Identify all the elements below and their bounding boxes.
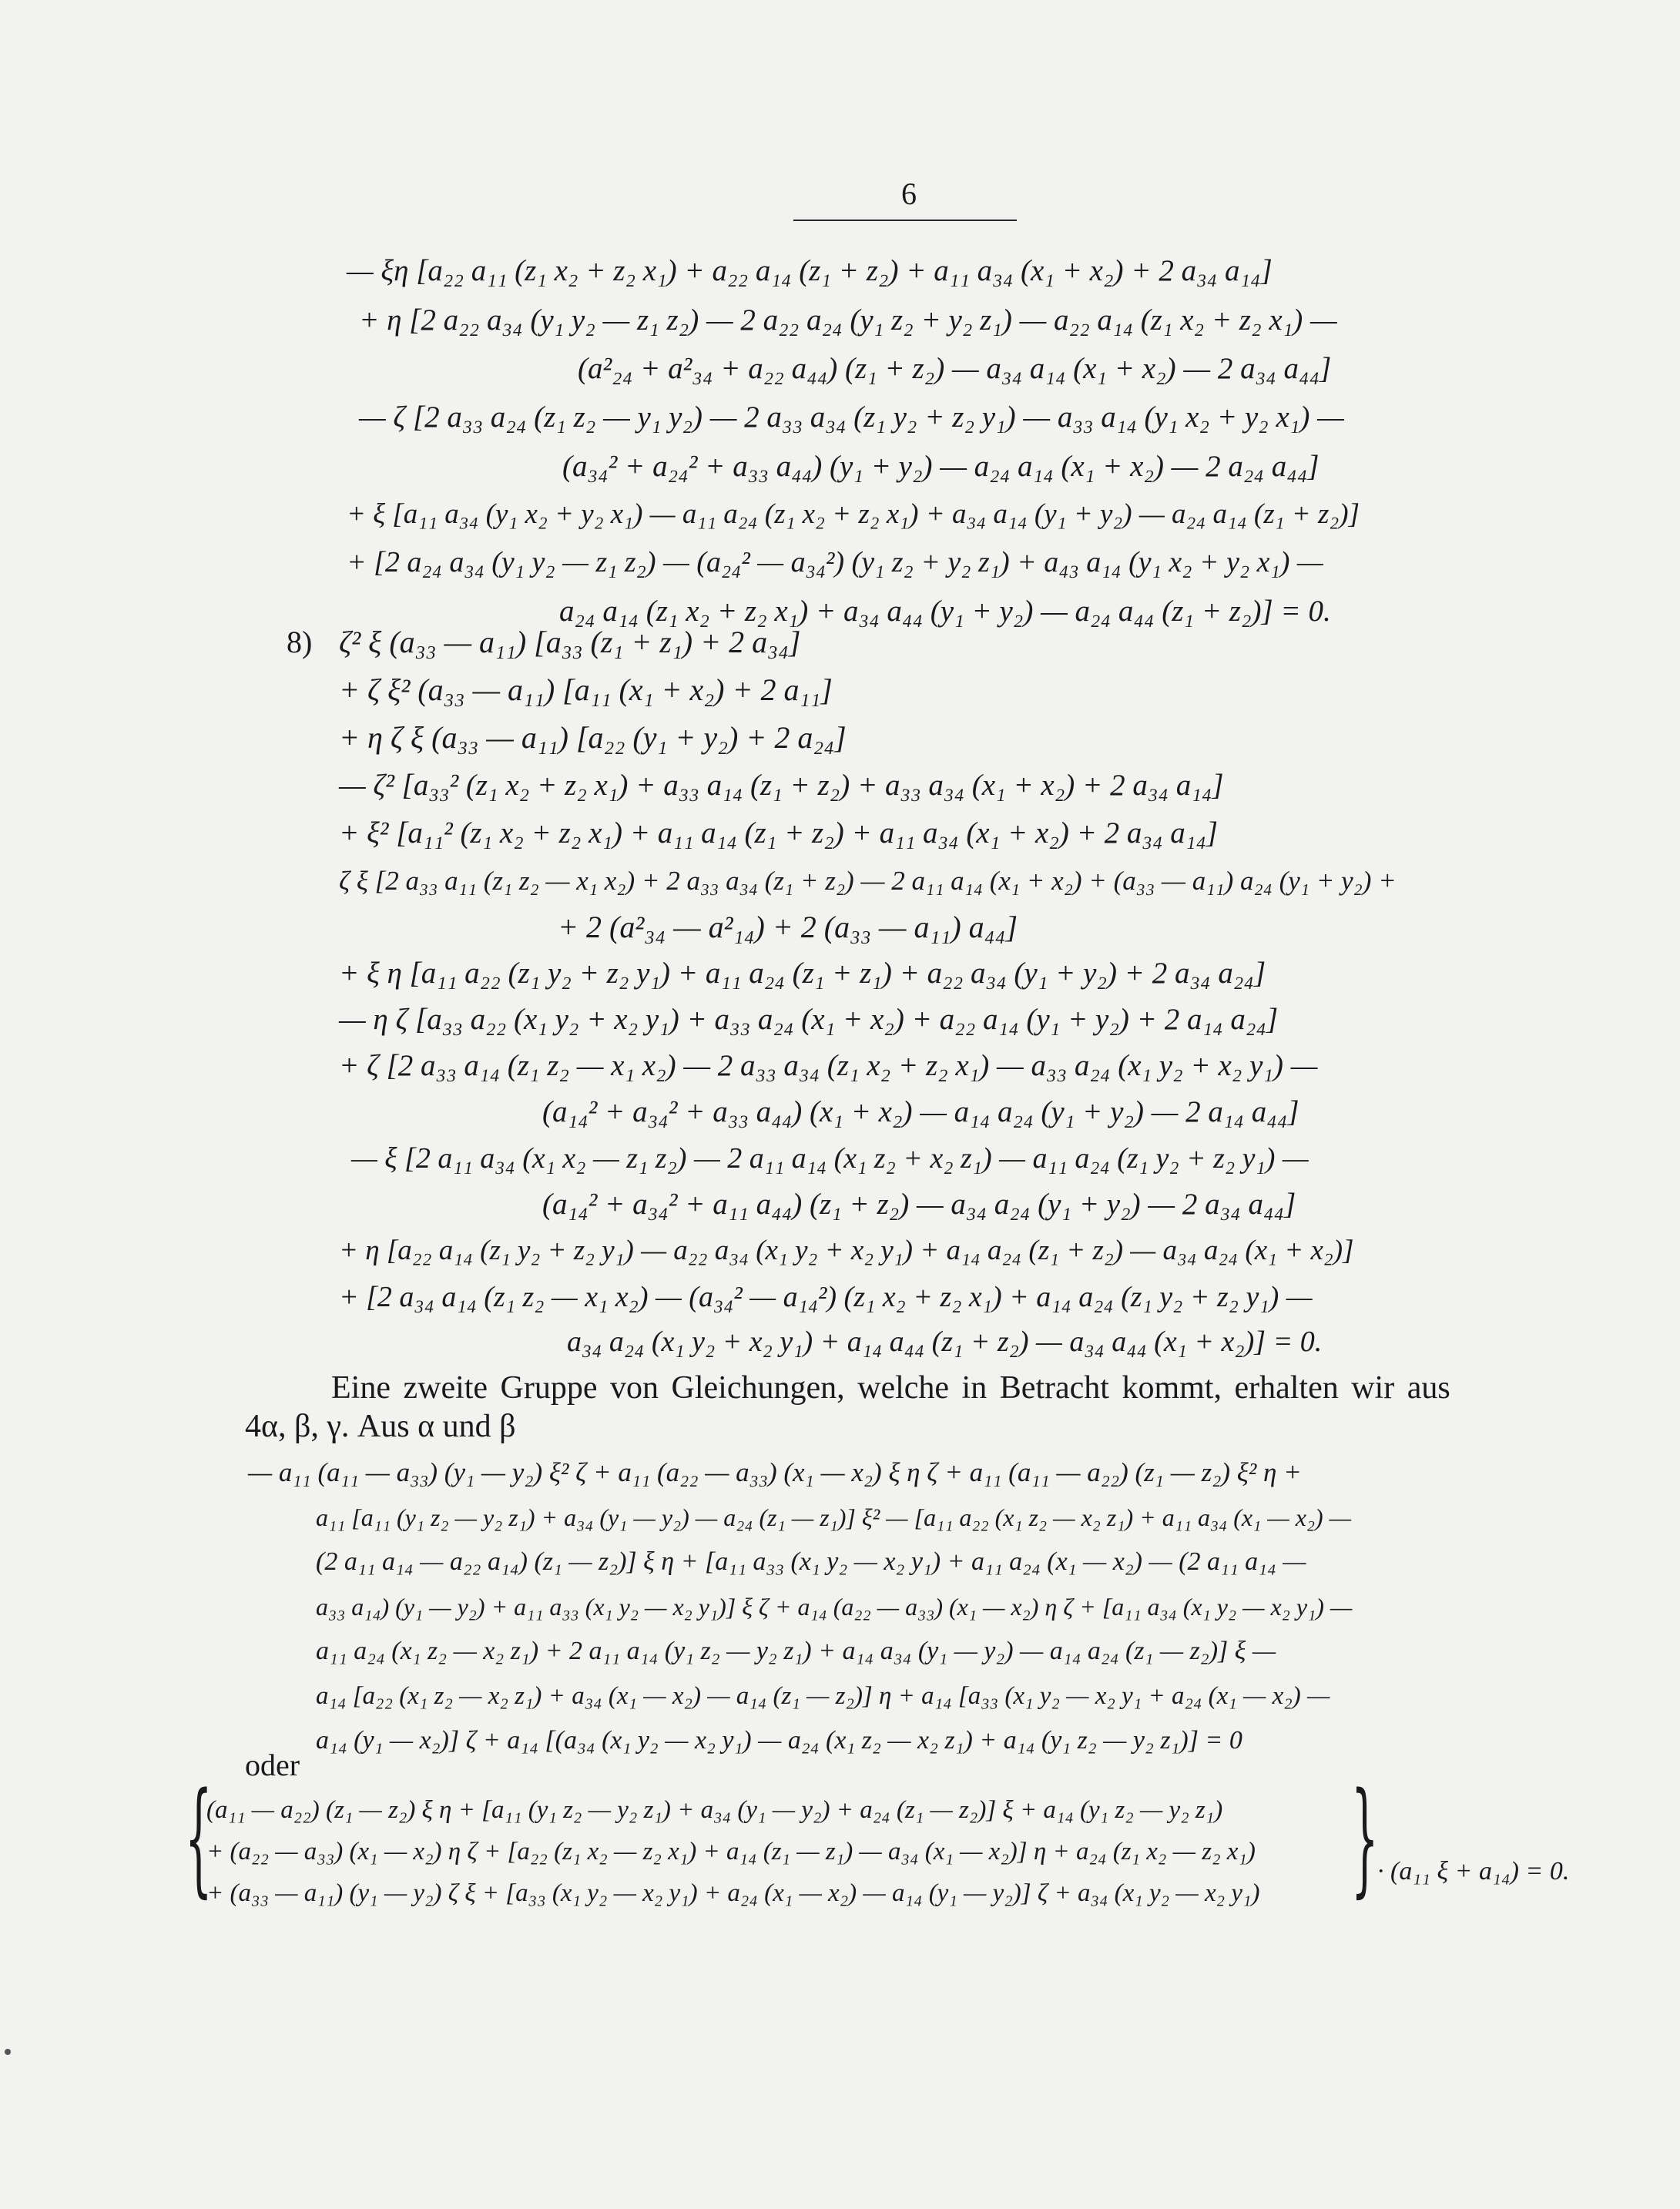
- equation-line: + [2 a₃₄ a₁₄ (z₁ z₂ — x₁ x₂) — (a₃₄² — a₁₄²) (z₁ x₂ + z₂ x₁) + a₁₄ a₂₄ (z₁ y₂ + z₂ y₁) —: [339, 1281, 1313, 1313]
- equation-line: a₁₁ a₂₄ (x₁ z₂ — x₂ z₁) + 2 a₁₁ a₁₄ (y₁ z₂ — y₂ z₁) + a₁₄ a₃₄ (y₁ — y₂) — a₁₄ a₂₄ (z₁ — z₂)] ξ —: [316, 1637, 1276, 1665]
- equation-line: + ξ² [a₁₁² (z₁ x₂ + z₂ x₁) + a₁₁ a₁₄ (z₁ + z₂) + a₁₁ a₃₄ (x₁ + x₂) + 2 a₃₄ a₁₄]: [339, 816, 1219, 850]
- system-factor: · (a₁₁ ξ + a₁₄) = 0.: [1377, 1857, 1570, 1886]
- body-text: 4α, β, γ. Aus α und β: [245, 1409, 516, 1444]
- system-line: + (a₃₃ — a₁₁) (y₁ — y₂) ζ ξ + [a₃₃ (x₁ y₂ — x₂ y₁) + a₂₄ (x₁ — x₂) — a₁₄ (y₁ — y₂)] ζ + a₃₄ (x₁ y₂ — x₂ y₁): [206, 1879, 1260, 1907]
- equation-number: 8): [287, 625, 313, 659]
- body-text: Eine zweite Gruppe von Gleichungen, welche in Betracht kommt, erhalten wir aus: [331, 1370, 1450, 1406]
- left-brace: {: [185, 1765, 213, 1909]
- system-line: (a₁₁ — a₂₂) (z₁ — z₂) ξ η + [a₁₁ (y₁ z₂ — y₂ z₁) + a₃₄ (y₁ — y₂) + a₂₄ (z₁ — z₂)] ξ + a₁₄ (y₁ z₂ — y₂ z₁): [206, 1796, 1223, 1824]
- system-line: + (a₂₂ — a₃₃) (x₁ — x₂) η ζ + [a₂₂ (z₁ x₂ — z₂ x₁) + a₁₄ (z₁ — z₁) — a₃₄ (x₁ — x₂)] η + a₂₄ (z₁ x₂ — z₂ x₁): [206, 1838, 1256, 1865]
- equation-line: + ξ [a₁₁ a₃₄ (y₁ x₂ + y₂ x₁) — a₁₁ a₂₄ (z₁ x₂ + z₂ x₁) + a₃₄ a₁₄ (y₁ + y₂) — a₂₄ a₁₄ (z₁ + z₂)]: [347, 498, 1360, 530]
- equation-line: a₁₄ [a₂₂ (x₁ z₂ — x₂ z₁) + a₃₄ (x₁ — x₂) — a₁₄ (z₁ — z₂)] η + a₁₄ [a₃₃ (x₁ y₂ — x₂ y₁ + a₂₄ (x₁ — x₂) —: [316, 1682, 1330, 1710]
- equation-line: a₁₄ (y₁ — x₂)] ζ + a₁₄ [(a₃₄ (x₁ y₂ — x₂ y₁) — a₂₄ (x₁ z₂ — x₂ z₁) + a₁₄ (y₁ z₂ — y₂ z₁)] = 0: [316, 1726, 1242, 1755]
- equation-line: a₃₃ a₁₄) (y₁ — y₂) + a₁₁ a₃₃ (x₁ y₂ — x₂ y₁)] ξ ζ + a₁₄ (a₂₂ — a₃₃) (x₁ — x₂) η ζ + [a₁₁ a₃₄ (x₁ y₂ — x₂ y₁) —: [316, 1593, 1353, 1621]
- equation-line: — ξη [a₂₂ a₁₁ (z₁ x₂ + z₂ x₁) + a₂₂ a₁₄ (z₁ + z₂) + a₁₁ a₃₄ (x₁ + x₂) + 2 a₃₄ a₁₄]: [347, 254, 1273, 287]
- equation-line: + 2 (a²₃₄ — a²₁₄) + 2 (a₃₃ — a₁₁) a₄₄]: [558, 910, 1018, 944]
- header-rule: [793, 220, 1017, 221]
- equation-line: (a₃₄² + a₂₄² + a₃₃ a₄₄) (y₁ + y₂) — a₂₄ a₁₄ (x₁ + x₂) — 2 a₂₄ a₄₄]: [562, 450, 1320, 483]
- margin-speck: [5, 2049, 11, 2055]
- equation-line: — ζ [2 a₃₃ a₂₄ (z₁ z₂ — y₁ y₂) — 2 a₃₃ a₃₄ (z₁ y₂ + z₂ y₁) — a₃₃ a₁₄ (y₁ x₂ + y₂ x₁) —: [359, 401, 1344, 434]
- equation-line: + η ζ ξ (a₃₃ — a₁₁) [a₂₂ (y₁ + y₂) + 2 a₂₄]: [339, 720, 847, 755]
- equation-line: + η [2 a₂₂ a₃₄ (y₁ y₂ — z₁ z₂) — 2 a₂₂ a₂₄ (y₁ z₂ + y₂ z₁) — a₂₂ a₁₄ (z₁ x₂ + z₂ x₁) —: [359, 303, 1337, 337]
- equation-line: — a₁₁ (a₁₁ — a₃₃) (y₁ — y₂) ξ² ζ + a₁₁ (a₂₂ — a₃₃) (x₁ — x₂) ξ η ζ + a₁₁ (a₁₁ — a₂₂) (z₁ — z₂) ξ² η +: [248, 1457, 1302, 1487]
- equation-line: ζ ξ [2 a₃₃ a₁₁ (z₁ z₂ — x₁ x₂) + 2 a₃₃ a₃₄ (z₁ + z₂) — 2 a₁₁ a₁₄ (x₁ + x₂) + (a₃₃ — a₁₁) a₂₄ (y₁ + y₂) +: [339, 866, 1397, 896]
- equation-line: + ζ ξ² (a₃₃ — a₁₁) [a₁₁ (x₁ + x₂) + 2 a₁₁]: [339, 672, 833, 707]
- page-number: 6: [901, 176, 917, 211]
- equation-line: + η [a₂₂ a₁₄ (z₁ y₂ + z₂ y₁) — a₂₂ a₃₄ (x₁ y₂ + x₂ y₁) + a₁₄ a₂₄ (z₁ + z₂) — a₃₄ a₂₄ (x₁ + x₂)]: [339, 1235, 1354, 1266]
- equation-line: — η ζ [a₃₃ a₂₂ (x₁ y₂ + x₂ y₁) + a₃₃ a₂₄ (x₁ + x₂) + a₂₂ a₁₄ (y₁ + y₂) + 2 a₁₄ a₂₄]: [339, 1003, 1279, 1036]
- equation-line: (a₁₄² + a₃₄² + a₁₁ a₄₄) (z₁ + z₂) — a₃₄ a₂₄ (y₁ + y₂) — 2 a₃₄ a₄₄]: [542, 1188, 1296, 1221]
- right-brace: }: [1351, 1765, 1379, 1909]
- equation-line: (a₁₄² + a₃₄² + a₃₃ a₄₄) (x₁ + x₂) — a₁₄ a₂₄ (y₁ + y₂) — 2 a₁₄ a₄₄]: [542, 1095, 1299, 1128]
- equation-line: + [2 a₂₄ a₃₄ (y₁ y₂ — z₁ z₂) — (a₂₄² — a₃₄²) (y₁ z₂ + y₂ z₁) + a₄₃ a₁₄ (y₁ x₂ + y₂ x₁) —: [347, 546, 1323, 578]
- equation-line: (a²₂₄ + a²₃₄ + a₂₂ a₄₄) (z₁ + z₂) — a₃₄ a₁₄ (x₁ + x₂) — 2 a₃₄ a₄₄]: [578, 352, 1332, 385]
- equation-line: + ξ η [a₁₁ a₂₂ (z₁ y₂ + z₂ y₁) + a₁₁ a₂₄ (z₁ + z₁) + a₂₂ a₃₄ (y₁ + y₂) + 2 a₃₄ a₂₄]: [339, 957, 1266, 990]
- equation-line: + ζ [2 a₃₃ a₁₄ (z₁ z₂ — x₁ x₂) — 2 a₃₃ a₃₄ (z₁ x₂ + z₂ x₁) — a₃₃ a₂₄ (x₁ y₂ + x₂ y₁) —: [339, 1049, 1318, 1082]
- equation-line: a₁₁ [a₁₁ (y₁ z₂ — y₂ z₁) + a₃₄ (y₁ — y₂) — a₂₄ (z₁ — z₁)] ξ² — [a₁₁ a₂₂ (x₁ z₂ — x₂ z₁) + a₁₁ a₃₄ (x₁ — x₂) —: [316, 1503, 1352, 1531]
- equation-line: — ζ² [a₃₃² (z₁ x₂ + z₂ x₁) + a₃₃ a₁₄ (z₁ + z₂) + a₃₃ a₃₄ (x₁ + x₂) + 2 a₃₄ a₁₄]: [339, 769, 1224, 802]
- equation-line: a₃₄ a₂₄ (x₁ y₂ + x₂ y₁) + a₁₄ a₄₄ (z₁ + z₂) — a₃₄ a₄₄ (x₁ + x₂)] = 0.: [567, 1326, 1323, 1358]
- equation-line: — ξ [2 a₁₁ a₃₄ (x₁ x₂ — z₁ z₂) — 2 a₁₁ a₁₄ (x₁ z₂ + x₂ z₁) — a₁₁ a₂₄ (z₁ y₂ + z₂ y₁) —: [351, 1142, 1309, 1175]
- oder-label: oder: [245, 1748, 300, 1782]
- equation-line: a₂₄ a₁₄ (z₁ x₂ + z₂ x₁) + a₃₄ a₄₄ (y₁ + y₂) — a₂₄ a₄₄ (z₁ + z₂)] = 0.: [559, 595, 1331, 628]
- equation-line: ζ² ξ (a₃₃ — a₁₁) [a₃₃ (z₁ + z₁) + 2 a₃₄]: [339, 625, 801, 659]
- equation-line: (2 a₁₁ a₁₄ — a₂₂ a₁₄) (z₁ — z₂)] ξ η + [a₁₁ a₃₃ (x₁ y₂ — x₂ y₁) + a₁₁ a₂₄ (x₁ — x₂) — (2 a₁₁ a₁₄ —: [316, 1547, 1306, 1576]
